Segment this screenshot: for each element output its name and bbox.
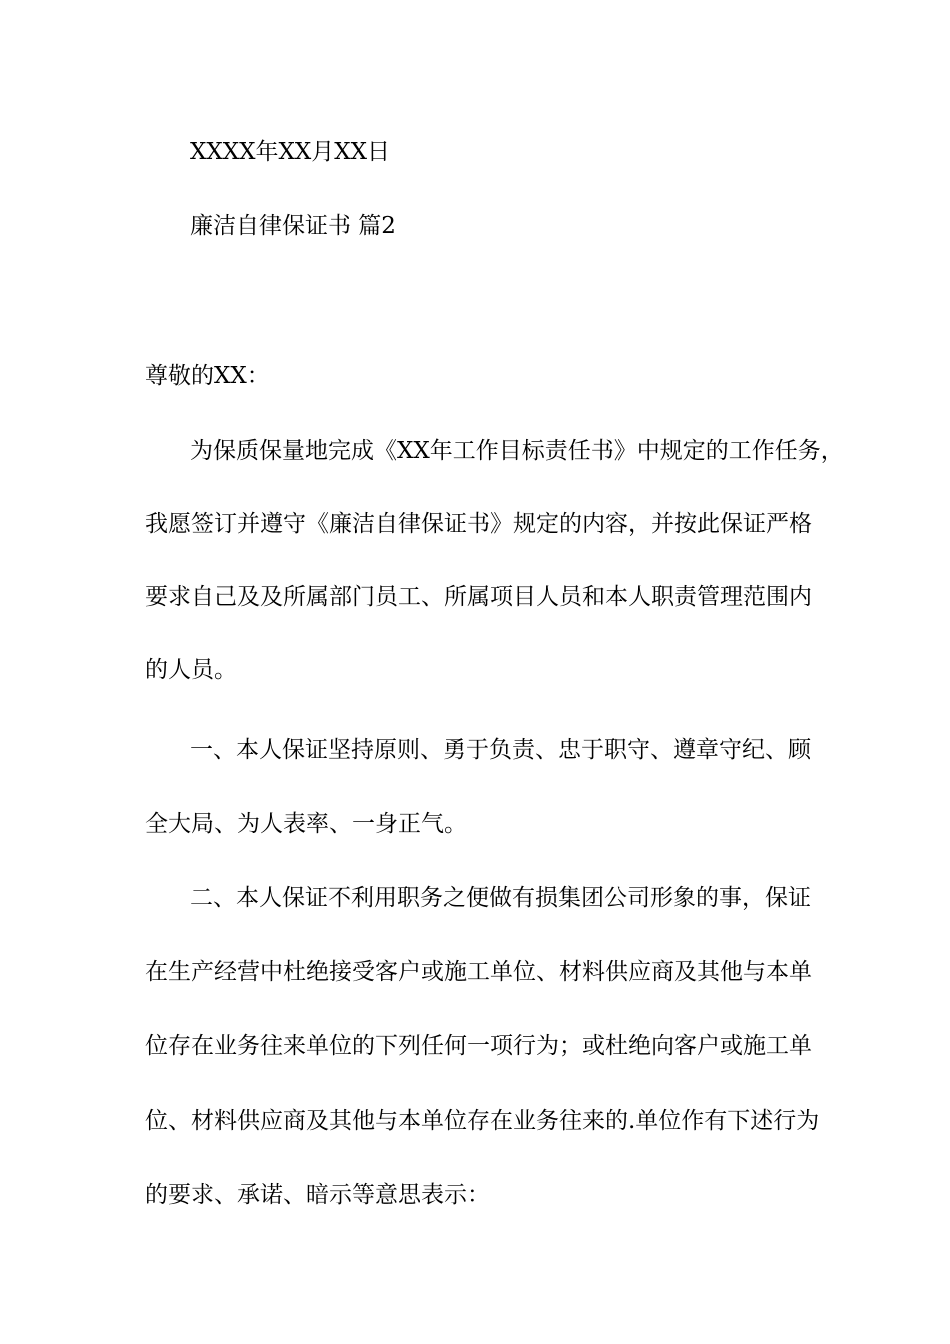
paragraph-3-line-1: 二、本人保证不利用职务之便做有损集团公司形象的事，保证: [190, 885, 811, 911]
paragraph-1-line-1: 为保质保量地完成《XX年工作目标责任书》中规定的工作任务，: [190, 438, 844, 464]
paragraph-1-line-4: 的人员。: [145, 657, 237, 683]
document-date: XXXX年XX月XX日: [190, 139, 390, 165]
paragraph-2-line-1: 一、本人保证坚持原则、勇于负责、忠于职守、遵章守纪、顾: [190, 737, 811, 763]
paragraph-3-line-2: 在生产经营中杜绝接受客户或施工单位、材料供应商及其他与本单: [145, 959, 812, 985]
paragraph-3-line-5: 的要求、承诺、暗示等意思表示：: [145, 1182, 490, 1208]
salutation: 尊敬的XX：: [145, 363, 270, 389]
paragraph-3-line-3: 位存在业务往来单位的下列任何一项行为；或杜绝向客户或施工单: [145, 1033, 812, 1059]
paragraph-3-line-4: 位、材料供应商及其他与本单位存在业务往来的.单位作有下述行为: [145, 1108, 820, 1134]
section-title: 廉洁自律保证书 篇2: [190, 213, 396, 239]
paragraph-1-line-3: 要求自己及及所属部门员工、所属项目人员和本人职责管理范围内: [145, 584, 812, 610]
paragraph-2-line-2: 全大局、为人表率、一身正气。: [145, 811, 467, 837]
paragraph-1-line-2: 我愿签订并遵守《廉洁自律保证书》规定的内容，并按此保证严格: [145, 511, 812, 537]
